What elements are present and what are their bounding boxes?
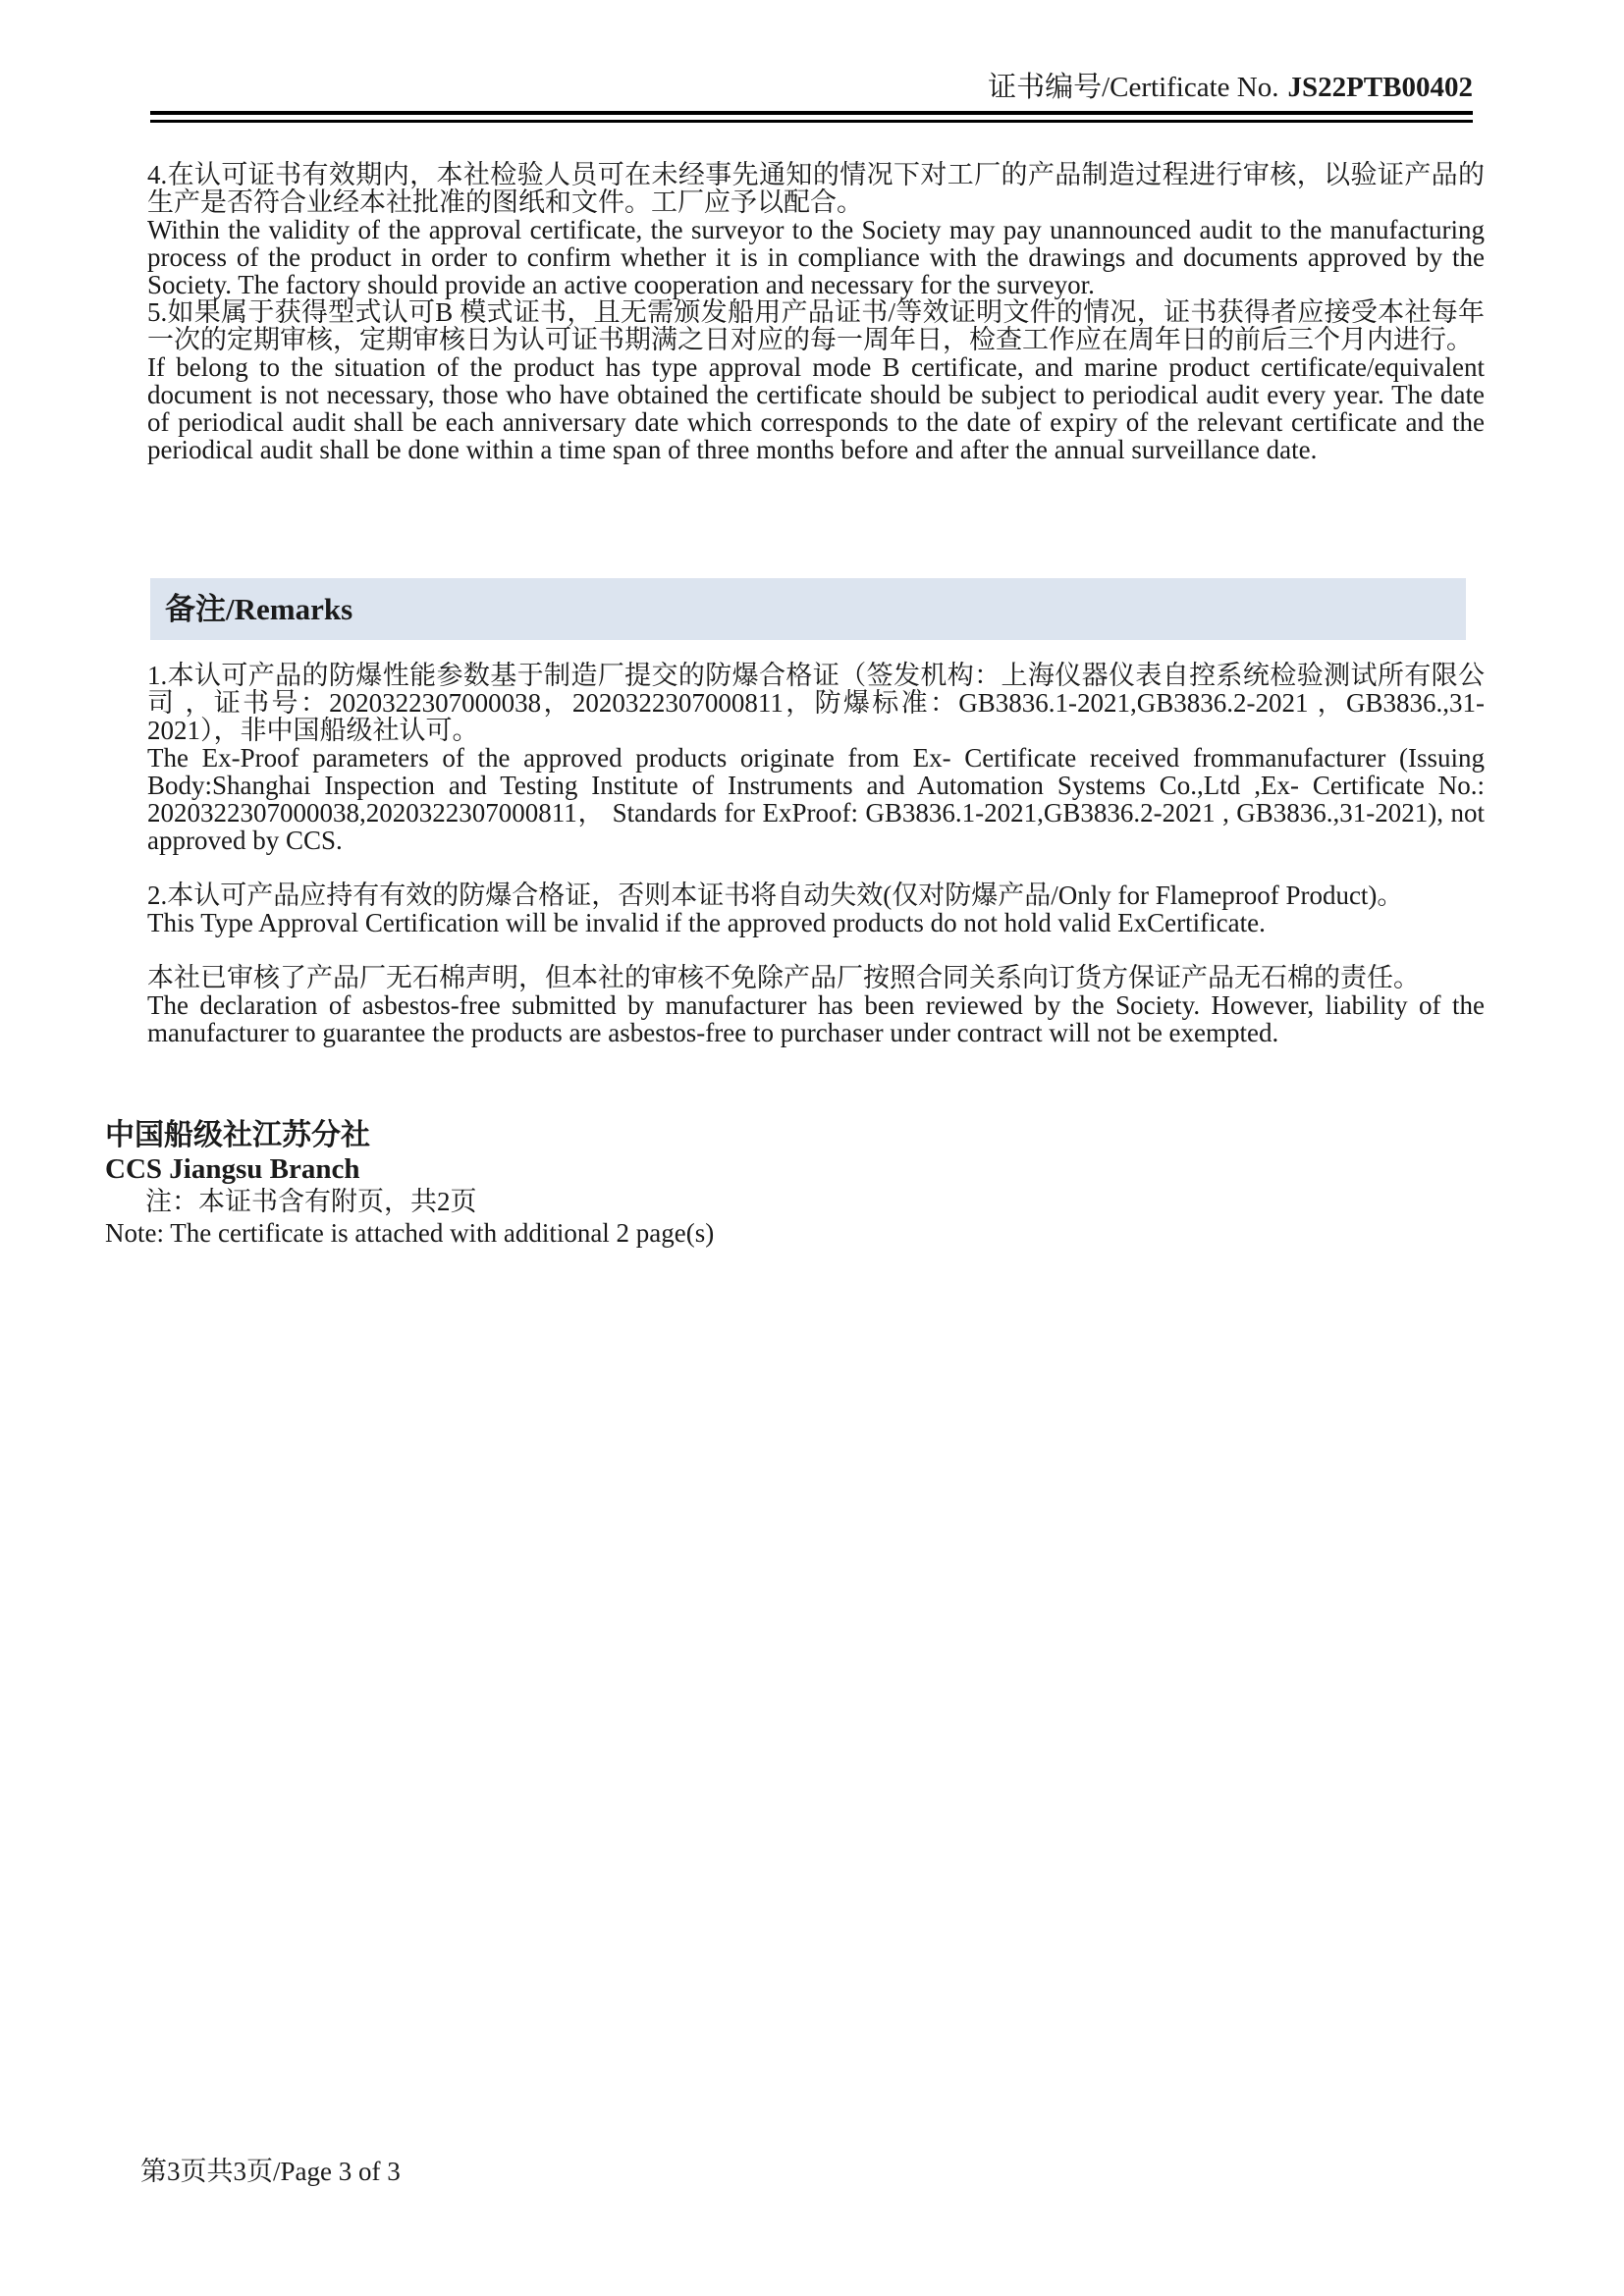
remarks-heading-band	[150, 578, 1466, 640]
remark-asbestos-zh: 本社已审核了产品厂无石棉声明，但本社的审核不免除产品厂按照合同关系向订货方保证产品无石棉的责任。	[147, 963, 1420, 992]
remark-2-zh: 2.本认可产品应持有有效的防爆合格证，否则本证书将自动失效(仅对防爆产品/Only for Flameproof Product)。	[147, 881, 1404, 910]
terms-section	[147, 161, 1485, 463]
branch-name-en: CCS Jiangsu Branch	[105, 1153, 360, 1185]
remark-asbestos-en: The declaration of asbestos-free submitted by manufacturer has been reviewed by the Society. However, liability of the manufacturer to guarantee the products are asbestos-free to purchaser under contract will not be exempted.	[147, 990, 1485, 1047]
remarks-heading: 备注/Remarks	[165, 592, 353, 626]
certificate-number-value: JS22PTB00402	[1287, 72, 1473, 103]
header-double-rule	[150, 111, 1473, 123]
remarks-section	[147, 662, 1485, 1046]
attachment-note-zh: 注：本证书含有附页，共2页	[145, 1187, 477, 1216]
remark-item-2	[147, 881, 1485, 936]
page-number: 第3页共3页/Page 3 of 3	[140, 2157, 401, 2186]
term-5-zh: 5.如果属于获得型式认可B 模式证书，且无需颁发船用产品证书/等效证明文件的情况，证书获得者应接受本社每年一次的定期审核，定期审核日为认可证书期满之日对应的每一周年日，检查工作应在周年日的前后三个月内进行。	[147, 297, 1485, 354]
signature-block	[105, 1119, 714, 1249]
certificate-number-label: 证书编号/Certificate No.	[988, 72, 1279, 103]
term-4-en: Within the validity of the approval certificate, the surveyor to the Society may pay unannounced audit to the manufacturing process of the product in order to confirm whether it is in compliance with the drawings and documents approved by the Society. The factory should provide an active cooperation and necessary for the surveyor.	[147, 215, 1485, 299]
page-footer	[140, 2156, 401, 2187]
branch-name-zh: 中国船级社江苏分社	[105, 1119, 370, 1151]
remark-item-asbestos	[147, 964, 1485, 1046]
remark-item-1	[147, 662, 1485, 854]
term-4-zh: 4.在认可证书有效期内，本社检验人员可在未经事先通知的情况下对工厂的产品制造过程进行审核，以验证产品的生产是否符合业经本社批准的图纸和文件。工厂应予以配合。	[147, 160, 1485, 217]
remark-1-en: The Ex-Proof parameters of the approved products originate from Ex- Certificate received frommanufacturer (Issuing Body:Shanghai Inspection and Testing Institute of Instruments and Automation Systems Co.,Ltd ,Ex- Certificate No.: 2020322307000038,2020322307000811， Standards for ExProof: GB3836.1-2021,GB3836.2-2021 , GB3836.,31-2021), not approved by CCS.	[147, 743, 1485, 855]
attachment-note-en: Note: The certificate is attached with additional 2 page(s)	[105, 1218, 715, 1248]
remark-2-en: This Type Approval Certification will be invalid if the approved products do not hold valid ExCertificate.	[147, 908, 1266, 937]
certificate-header	[150, 71, 1473, 104]
remark-1-zh: 1.本认可产品的防爆性能参数基于制造厂提交的防爆合格证（签发机构：上海仪器仪表自控系统检验测试所有限公司 ，证书号：2020322307000038，2020322307000811，防爆标准：GB3836.1-2021,GB3836.2-2021 ，GB3836.,31-2021），非中国船级社认可。	[147, 661, 1485, 745]
term-5-en: If belong to the situation of the product has type approval mode B certificate, and marine product certificate/equivalent document is not necessary, those who have obtained the certificate should be subject to periodical audit every year. The date of periodical audit shall be each anniversary date which corresponds to the date of expiry of the relevant certificate and the periodical audit shall be done within a time span of three months before and after the annual surveillance date.	[147, 352, 1485, 464]
